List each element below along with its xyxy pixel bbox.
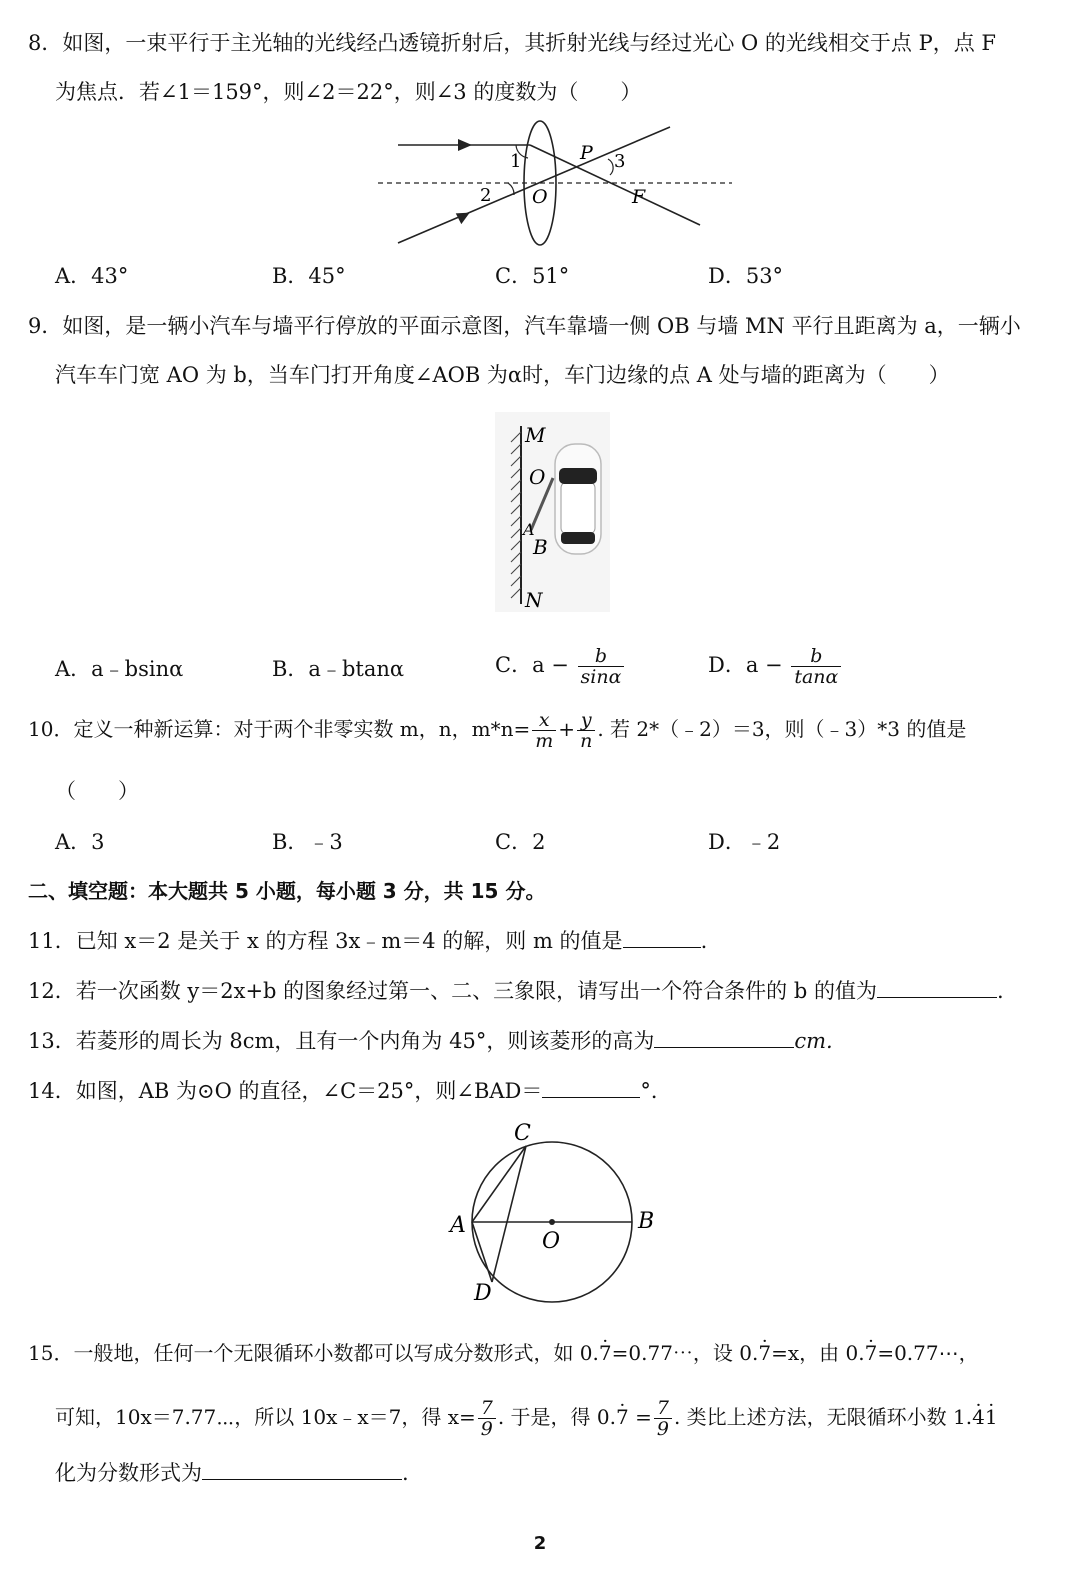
q9-car-figure — [495, 412, 610, 612]
q8-option-d: D．53° — [708, 264, 784, 288]
label-angle1: 1 — [510, 151, 522, 172]
q8-text-line2: 为焦点．若∠1＝159°，则∠2＝22°，则∠3 的度数为（ ） — [55, 80, 642, 104]
q10-frac1-num: x — [538, 709, 550, 731]
q15-frac1-num: 7 — [480, 1397, 493, 1419]
q15-line1 — [28, 1338, 979, 1368]
q15-frac1-den: 9 — [478, 1418, 496, 1439]
q10-suffix: . 若 2*（﹣2）＝3，则（﹣3）*3 的值是 — [597, 717, 967, 741]
q15-line2b: . 于是，得 0. — [497, 1405, 616, 1429]
q15-line1c: =x，由 0. — [771, 1341, 865, 1365]
q13-answer-blank[interactable] — [654, 1027, 794, 1048]
arrow-upper — [458, 139, 472, 151]
label-p: P — [580, 142, 593, 164]
q10-plus: + — [558, 717, 576, 741]
q15-fraction-1 — [478, 1398, 496, 1439]
q10-fraction-y-over-n — [577, 710, 595, 751]
q9-option-a: A．a﹣bsinα — [55, 657, 184, 681]
q13-line — [28, 1026, 833, 1056]
label-o: O — [542, 1229, 561, 1254]
label-o: O — [532, 186, 548, 208]
chord-ad — [472, 1222, 492, 1282]
q15-fraction-2 — [654, 1398, 672, 1439]
q14-line — [28, 1076, 672, 1106]
chord-cd — [492, 1146, 526, 1282]
label-m: M — [525, 423, 546, 447]
q15-line2 — [55, 1398, 998, 1439]
q11-answer-blank[interactable] — [623, 927, 701, 948]
q11-line — [28, 926, 707, 956]
q9-option-c-numerator: b — [594, 645, 608, 667]
repeating-digit-1: 1 · — [985, 1405, 998, 1429]
label-n: N — [525, 588, 543, 612]
q15-line1a: 15．一般地，任何一个无限循环小数都可以写成分数形式，如 0. — [28, 1341, 599, 1365]
q15-line1b: =0.77⋯，设 0. — [611, 1341, 759, 1365]
q12-end: . — [996, 979, 1004, 1003]
repeating-digit-7-c: 7 · — [865, 1341, 878, 1365]
q15-line3-end: . — [402, 1461, 409, 1485]
repeating-digit-4: 4 · — [972, 1405, 985, 1429]
q10-fraction-x-over-m — [532, 710, 556, 751]
q10-prefix: 10．定义一种新运算：对于两个非零实数 m，n，m*n= — [28, 717, 531, 741]
q10-option-b: B．﹣3 — [272, 830, 343, 854]
q15-line2a: 可知，10x＝7.77⋯，所以 10x﹣x＝7，得 x= — [55, 1405, 476, 1429]
q9-text-line2: 汽车车门宽 AO 为 b，当车门打开角度∠AOB 为α时，车门边缘的点 A 处与墙的距离为（ ） — [55, 363, 950, 387]
q12-answer-blank[interactable] — [877, 977, 997, 998]
q10-option-d: D．﹣2 — [708, 830, 781, 854]
q13-text: 13．若菱形的周长为 8cm，且有一个内角为 45°，则该菱形的高为 — [28, 1029, 655, 1053]
q15-frac2-num: 7 — [656, 1397, 669, 1419]
q10-frac1-den: m — [532, 730, 556, 751]
arrow-lower — [456, 213, 471, 225]
car-rear-window — [561, 532, 595, 544]
q13-end: cm. — [794, 1029, 833, 1053]
q9-text-line1: 9．如图，是一辆小汽车与墙平行停放的平面示意图，汽车靠墙一侧 OB 与墙 MN 平行且距离为 a，一辆小 — [28, 314, 1021, 338]
q9-option-d-prefix: D．a − — [708, 653, 783, 677]
q11-text: 11．已知 x＝2 是关于 x 的方程 3x﹣m＝4 的解，则 m 的值是 — [28, 929, 623, 953]
q15-line2d: . 类比上述方法，无限循环小数 1. — [673, 1405, 973, 1429]
q15-frac2-den: 9 — [654, 1418, 672, 1439]
label-angle2: 2 — [480, 185, 492, 206]
q9-option-d-numerator: b — [810, 645, 823, 667]
label-f: F — [632, 186, 646, 208]
q9-option-d — [708, 646, 843, 687]
label-c: C — [514, 1121, 531, 1146]
q10-option-a: A．3 — [55, 830, 105, 854]
q11-end: . — [700, 929, 708, 953]
q14-text: 14．如图，AB 为⊙O 的直径，∠C＝25°，则∠BAD＝ — [28, 1079, 543, 1103]
q10-option-c: C．2 — [495, 830, 546, 854]
q8-text-line1: 8．如图，一束平行于主光轴的光线经凸透镜折射后，其折射光线与经过光心 O 的光线相交于点 P，点 F — [28, 31, 996, 55]
q10-text-line2: （ ） — [55, 779, 139, 803]
car-windshield — [559, 468, 597, 484]
label-b: B — [638, 1209, 655, 1234]
label-a: A — [523, 520, 535, 539]
q10-frac2-num: y — [580, 709, 592, 731]
q12-line — [28, 976, 1004, 1006]
center-dot — [549, 1219, 555, 1225]
q15-line2c: = — [628, 1405, 652, 1429]
q9-option-b: B．a﹣btanα — [272, 657, 405, 681]
q15-line1d: =0.77⋯， — [877, 1341, 979, 1365]
q8-lens-figure — [370, 115, 740, 250]
q9-option-c — [495, 646, 626, 687]
repeating-digit-7: 7 · — [599, 1341, 612, 1365]
q9-option-c-prefix: C．a − — [495, 653, 569, 677]
label-b: B — [533, 535, 548, 559]
q10-frac2-den: n — [577, 730, 595, 751]
q15-answer-blank[interactable] — [202, 1459, 402, 1480]
repeating-digit-7-d: 7 · — [616, 1405, 629, 1429]
section2-heading: 二、填空题：本大题共 5 小题，每小题 3 分，共 15 分。 — [28, 879, 546, 903]
q8-option-b: B．45° — [272, 264, 346, 288]
label-d: D — [474, 1281, 492, 1306]
q15-line3 — [55, 1458, 409, 1488]
q8-option-a: A．43° — [55, 264, 129, 288]
q9-option-d-fraction — [791, 646, 841, 687]
q9-option-c-fraction — [578, 646, 625, 687]
page-number: 2 — [533, 1533, 547, 1554]
repeating-digit-7-b: 7 · — [758, 1341, 771, 1365]
q10-text-line1 — [28, 710, 966, 751]
chord-ac — [472, 1146, 526, 1222]
q9-option-d-denominator: tanα — [791, 666, 841, 687]
car-roof — [561, 482, 595, 534]
q15-line3-text: 化为分数形式为 — [55, 1461, 202, 1485]
q12-text: 12．若一次函数 y＝2x+b 的图象经过第一、二、三象限，请写出一个符合条件的 b 的值为 — [28, 979, 877, 1003]
label-a: A — [450, 1213, 466, 1238]
q8-option-c: C．51° — [495, 264, 570, 288]
label-angle3: 3 — [614, 151, 626, 172]
q14-circle-figure — [440, 1118, 670, 1308]
angle3-arc — [608, 159, 613, 175]
label-o: O — [529, 465, 546, 489]
q14-end: °． — [640, 1079, 672, 1103]
q14-answer-blank[interactable] — [542, 1077, 640, 1098]
q9-option-c-denominator: sinα — [578, 666, 625, 687]
